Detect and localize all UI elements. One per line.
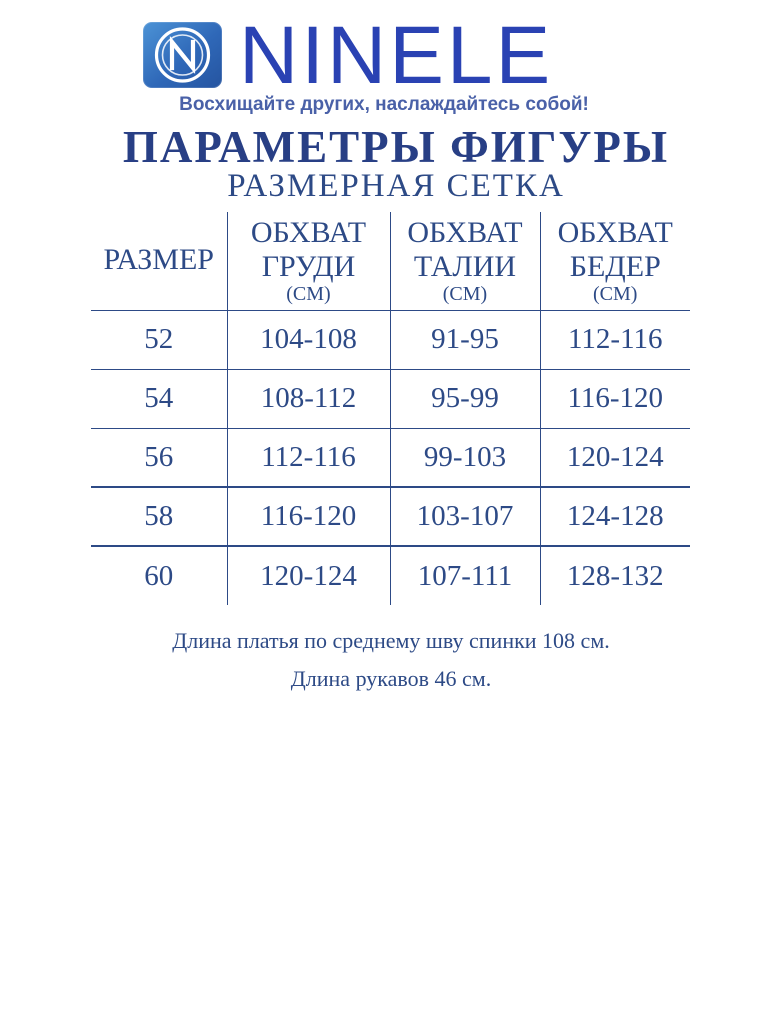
cell-waist: 103-107	[390, 487, 540, 546]
page-subtitle: РАЗМЕРНАЯ СЕТКА	[227, 168, 565, 204]
brand-wordmark: NINELE	[239, 10, 554, 101]
cell-size: 54	[91, 369, 227, 428]
cell-waist: 107-111	[390, 546, 540, 605]
header-label: ОБХВАТ ГРУДИ	[250, 216, 367, 284]
cell-size: 60	[91, 546, 227, 605]
cell-size: 58	[91, 487, 227, 546]
cell-hips: 116-120	[540, 369, 690, 428]
header-unit: (СМ)	[593, 283, 638, 306]
cell-chest: 120-124	[227, 546, 390, 605]
cell-waist: 99-103	[390, 428, 540, 487]
cell-chest: 104-108	[227, 310, 390, 369]
header-waist	[390, 212, 540, 310]
header-unit: (СМ)	[286, 283, 331, 306]
table-row	[91, 310, 690, 369]
cell-hips: 128-132	[540, 546, 690, 605]
brand-tagline: Восхищайте других, наслаждайтесь собой!	[179, 94, 589, 115]
page-title: ПАРАМЕТРЫ ФИГУРЫ	[122, 122, 670, 172]
size-chart-table	[91, 212, 690, 605]
cell-chest: 116-120	[227, 487, 390, 546]
cell-hips: 112-116	[540, 310, 690, 369]
cell-waist: 91-95	[390, 310, 540, 369]
cell-waist: 95-99	[390, 369, 540, 428]
dress-length-note: Длина платья по среднему шву спинки 108 см.	[172, 628, 610, 653]
cell-size: 56	[91, 428, 227, 487]
header-label: ОБХВАТ ТАЛИИ	[407, 216, 523, 284]
cell-chest: 112-116	[227, 428, 390, 487]
header-chest	[227, 212, 390, 310]
table-row	[91, 487, 690, 546]
header-size	[91, 212, 227, 310]
header-label: ОБХВАТ БЕДЕР	[557, 216, 673, 284]
header-unit: (СМ)	[442, 283, 488, 306]
table-row	[91, 428, 690, 487]
cell-size: 52	[144, 323, 174, 355]
header-hips	[540, 212, 690, 310]
sleeve-length-note: Длина рукавов 46 см.	[290, 666, 492, 691]
brand-logo	[143, 10, 643, 101]
ninele-monogram-icon	[143, 22, 222, 88]
header-label: РАЗМЕР	[103, 242, 214, 276]
table-header-row	[91, 212, 690, 310]
table-row	[91, 369, 690, 428]
cell-hips: 120-124	[540, 428, 690, 487]
cell-chest: 108-112	[227, 369, 390, 428]
table-row	[91, 546, 690, 605]
cell-hips: 124-128	[540, 487, 690, 546]
